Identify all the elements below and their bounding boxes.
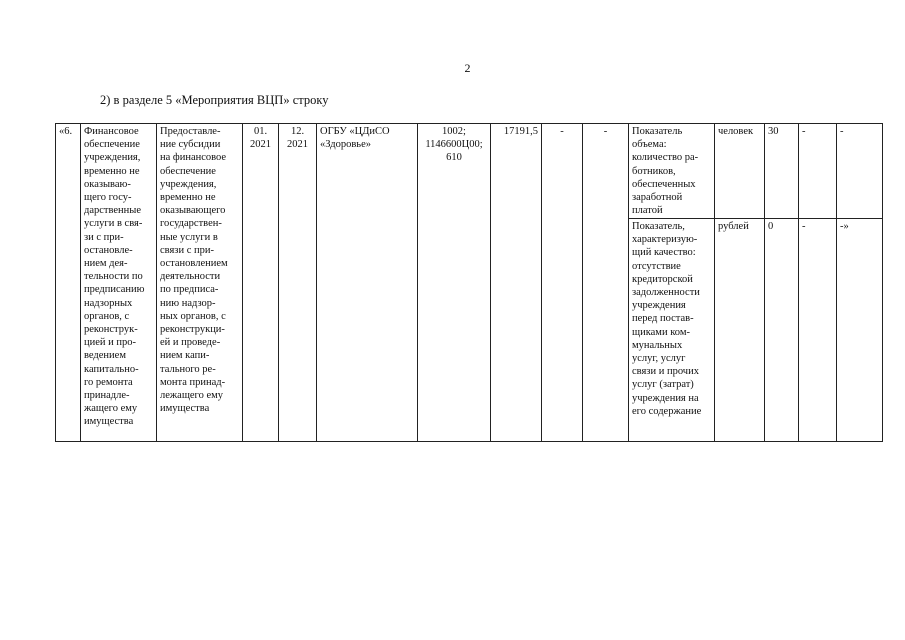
page-number: 2 <box>464 61 471 75</box>
funding-col10: - <box>583 124 629 442</box>
activity-description: Предоставле- ние субсидии на финансовое обеспечение учреждения, временно не оказывающего государствен- ные услуги в связи с при- остановлением деятельности по предписа- нию надзор- ных органов, с реконструкци- ей и проведе- нием капи- тального ре- монта принад- лежащего ему имущества <box>157 124 243 442</box>
indicator-value: 30 <box>765 124 799 219</box>
end-date: 12. 2021 <box>279 124 317 442</box>
indicator-unit: рублей <box>715 219 765 442</box>
indicator-value: 0 <box>765 219 799 442</box>
indicator-name: Показатель, характеризую- щий качество: отсутствие кредиторской задолженности учреждения перед постав- щиками ком- мунальных услуг, услуг связи и прочих услуг (затрат) учреждения на его содержание <box>629 219 715 442</box>
funding-col9: - <box>542 124 583 442</box>
executor: ОГБУ «ЦДиСО «Здоровье» <box>317 124 418 442</box>
start-date: 01. 2021 <box>243 124 279 442</box>
activity-name: Финансовое обеспечение учреждения, временно не оказываю- щего госу- дарственные услуги в свя- зи с при- остановле- нием дея- тельности по предписанию надзорных органов, с реконструк- цией и про- ведением капитально- го ремонта принадле- жащего ему имущества <box>81 124 157 442</box>
funding-amount: 17191,5 <box>491 124 542 442</box>
intro-text: 2) в разделе 5 «Мероприятия ВЦП» строку <box>100 93 329 107</box>
indicator-name: Показатель объема: количество ра- ботников, обеспеченных заработной платой <box>629 124 715 219</box>
indicator-value-2: - <box>799 219 837 442</box>
row-number: «6. <box>56 124 81 442</box>
budget-code: 1002; 1146600Ц00; 610 <box>418 124 491 442</box>
indicator-value-3: -» <box>837 219 883 442</box>
table-row <box>56 124 883 219</box>
activities-table <box>55 123 883 442</box>
indicator-value-2: - <box>799 124 837 219</box>
indicator-value-3: - <box>837 124 883 219</box>
indicator-unit: человек <box>715 124 765 219</box>
